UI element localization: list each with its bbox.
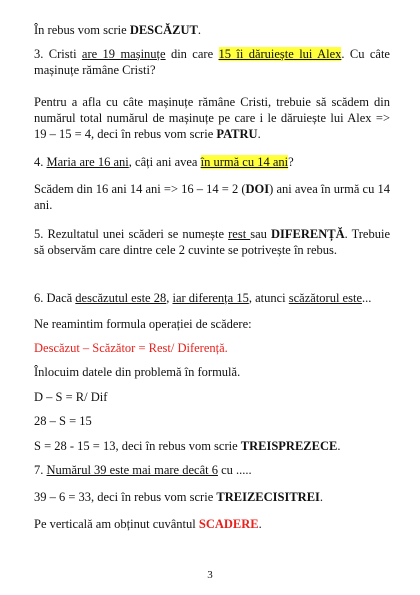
answer-word: PATRU (216, 127, 258, 141)
text: . (257, 127, 261, 141)
underlined-text: rest (228, 227, 251, 241)
underlined-text: Maria are 16 ani (46, 155, 129, 169)
answer-word: DOI (245, 182, 270, 196)
solution-7 (34, 489, 390, 505)
text: , atunci (248, 291, 289, 305)
question-3 (34, 46, 390, 78)
underlined-text: Numărul 39 este mai mare decât 6 (46, 463, 218, 477)
text: ... (362, 291, 372, 305)
text: În rebus vom scrie (34, 23, 130, 37)
text: ) ani avea în urmă cu 14 ani. (34, 182, 390, 212)
text: din care (165, 47, 219, 61)
text: ? (288, 155, 294, 169)
text: cu ..... (217, 463, 252, 477)
solution-4 (34, 181, 390, 213)
underlined-text: are 19 mașinuțe (81, 47, 166, 61)
text: sau (250, 227, 271, 241)
answer-word: DIFERENȚĂ (270, 227, 345, 241)
text: . (337, 439, 341, 453)
question-5 (34, 226, 390, 258)
line-descazut (34, 22, 390, 38)
text: . (258, 517, 262, 531)
underlined-text: scăzătorul este (288, 291, 362, 305)
highlighted-text: 15 îi dăruiește lui Alex (218, 47, 342, 61)
substitution-intro: Înlocuim datele din problemă în formulă. (34, 365, 241, 379)
equation: 28 – S = 15 (34, 414, 92, 428)
text: , câți ani avea (128, 155, 201, 169)
page-number: 3 (207, 569, 213, 581)
text: , (166, 291, 173, 305)
answer-word: DESCĂZUT (129, 23, 198, 37)
text: Pe verticală am obținut cuvântul (34, 517, 199, 531)
text: 7. (34, 463, 47, 477)
question-7 (34, 462, 390, 478)
answer-word: TREISPREZECE (240, 439, 338, 453)
solution-3 (34, 94, 390, 142)
text: 39 – 6 = 33, deci în rebus vom scrie (34, 490, 217, 504)
text: 3. Cristi (34, 47, 82, 61)
text: 6. Dacă (34, 291, 76, 305)
question-6 (34, 290, 390, 306)
text: S = 28 - 15 = 13, deci în rebus vom scrie (34, 439, 241, 453)
answer-word: TREIZECISITREI (216, 490, 320, 504)
highlighted-text: în urmă cu 14 ani (200, 155, 289, 169)
text: 5. Rezultatul unei scăderi se numește (34, 227, 229, 241)
text: . (197, 23, 202, 37)
text: . (319, 490, 324, 504)
text: . Cu câte mașinuțe rămâne Cristi? (34, 47, 390, 77)
underlined-text: descăzutul este 28 (75, 291, 167, 305)
underlined-text: iar diferența 15 (172, 291, 249, 305)
final-word: SCADERE (198, 517, 259, 531)
text: Scădem din 16 ani 14 ani => 16 – 14 = 2 ( (34, 182, 246, 196)
formula-abbrev: D – S = R/ Dif (34, 390, 108, 404)
question-4 (34, 154, 390, 170)
formula: Descăzut – Scăzător = Rest/ Diferență. (34, 341, 228, 355)
formula-intro: Ne reamintim formula operației de scădere: (34, 317, 252, 331)
text: 4. (34, 155, 47, 169)
solution-6 (34, 438, 390, 454)
text: Pentru a afla cu câte mașinuțe rămâne Cristi, trebuie să scădem din numărul total numărul de mașinuțe pe care i le dăruiește lui Alex => 19 – 15 = 4, deci în rebus vom scrie (34, 95, 390, 141)
conclusion (34, 516, 390, 532)
text: . Trebuie să observăm care dintre cele 2 cuvinte se potrivește în rebus. (34, 227, 391, 257)
